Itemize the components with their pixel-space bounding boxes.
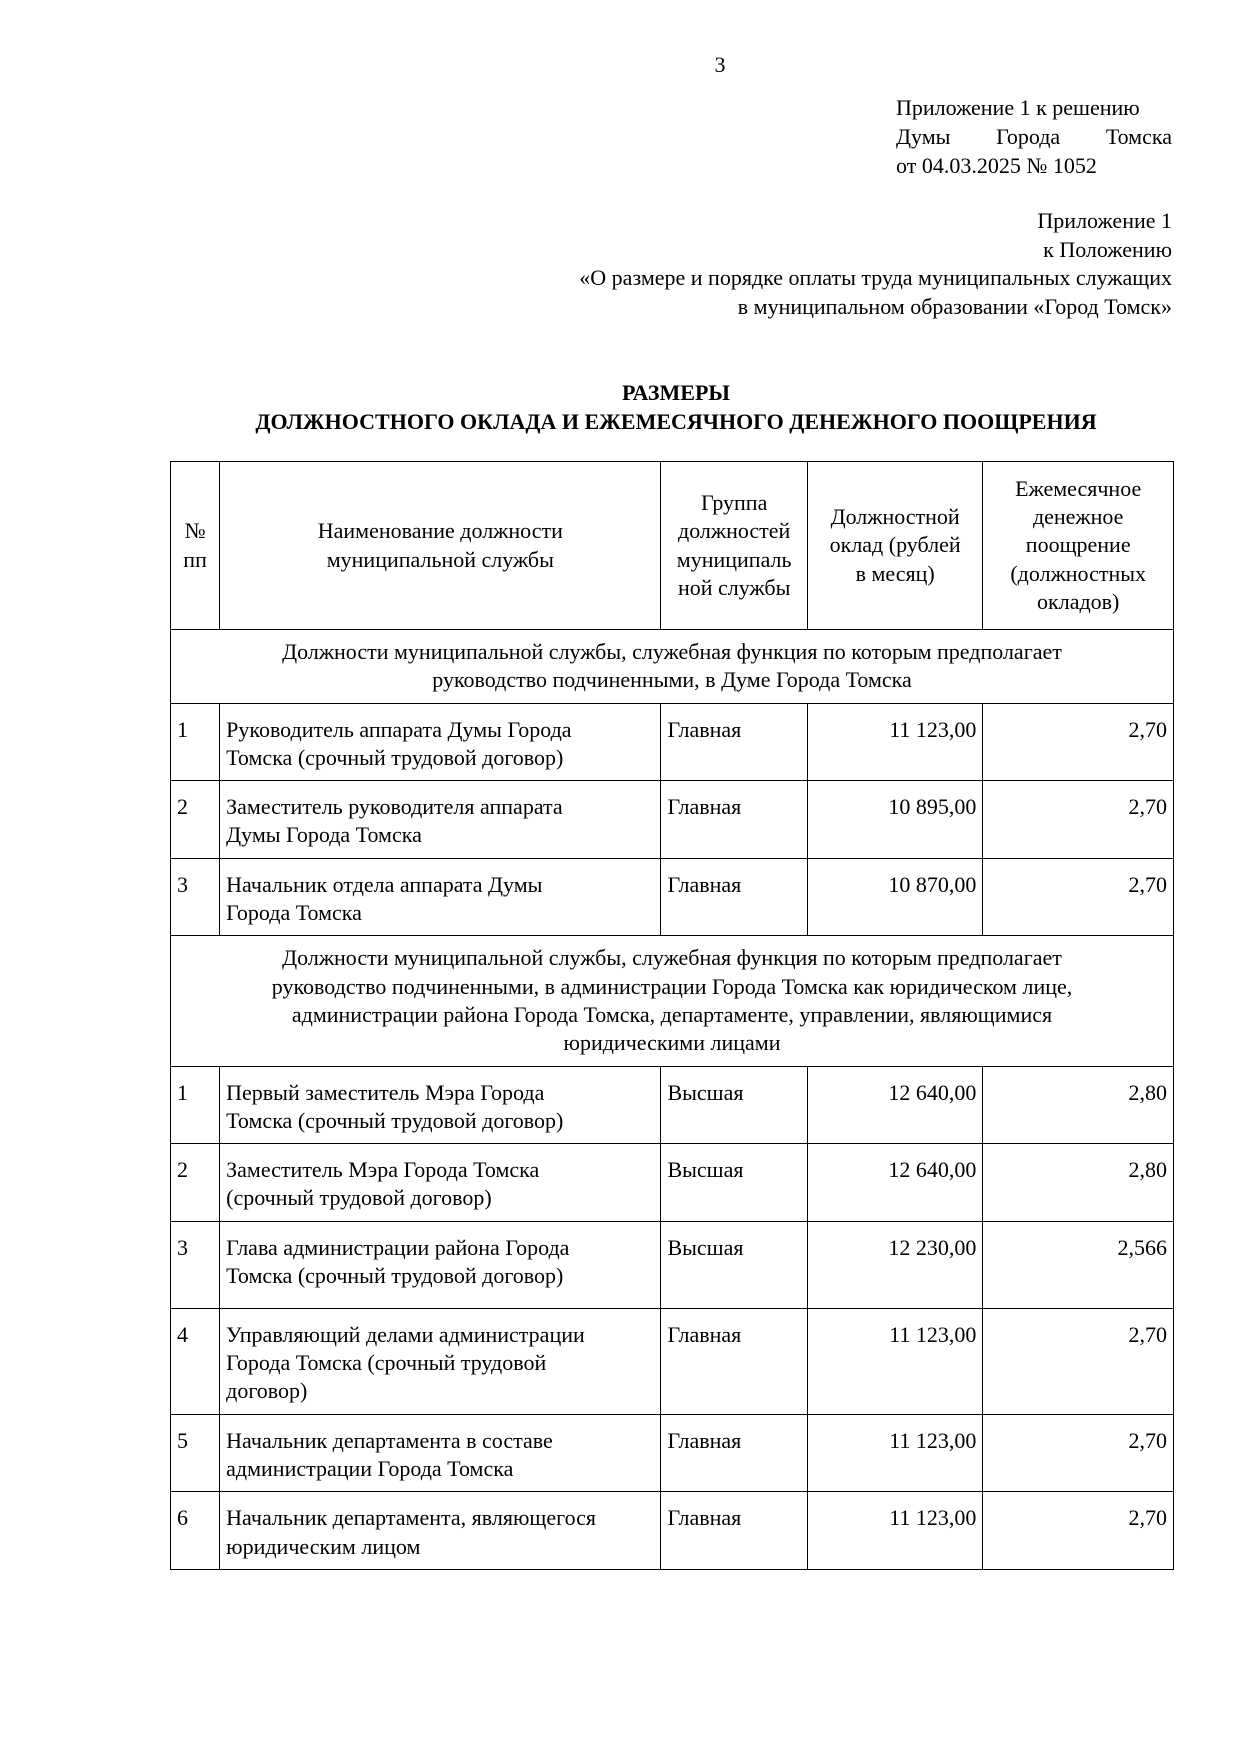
salary-value: 12 230,00 <box>807 1221 983 1308</box>
row-number: 3 <box>171 1221 220 1308</box>
position-group: Главная <box>661 1308 807 1414</box>
header-bonus <box>983 462 1174 630</box>
position-name-line: Томска (срочный трудовой договор) <box>226 1263 564 1289</box>
position-name-line: Думы Города Томска <box>226 822 422 848</box>
appendix-regulation-line2: к Положению <box>1043 236 1172 262</box>
bonus-value: 2,70 <box>983 1414 1174 1492</box>
salary-value: 12 640,00 <box>807 1066 983 1144</box>
position-name <box>220 781 661 859</box>
header-text-line: (должностных <box>1010 560 1147 586</box>
position-name-line: Города Томска (срочный трудовой <box>226 1350 547 1376</box>
salary-value: 11 123,00 <box>807 703 983 781</box>
header-num <box>171 462 220 630</box>
section-title-line: руководство подчиненными, в администрации Города Томска как юридическом лице, <box>271 973 1073 999</box>
position-name-line: Заместитель руководителя аппарата <box>226 794 563 820</box>
document-title-line1: РАЗМЕРЫ <box>621 380 731 405</box>
bonus-value: 2,70 <box>983 858 1174 936</box>
bonus-value: 2,80 <box>983 1066 1174 1144</box>
position-name <box>220 858 661 936</box>
row-number: 1 <box>171 703 220 781</box>
position-group: Главная <box>661 781 807 859</box>
position-name-line: Томска (срочный трудовой договор) <box>226 1107 564 1133</box>
bonus-value: 2,70 <box>983 781 1174 859</box>
document-title <box>0 378 1240 436</box>
section-title-line: администрации района Города Томска, департаменте, управлении, являющимися <box>291 1001 1053 1027</box>
position-name-line: Заместитель Мэра Города Томска <box>226 1157 540 1183</box>
appendix-regulation-line4: в муниципальном образовании «Город Томск» <box>737 293 1172 319</box>
position-name <box>220 1308 661 1414</box>
position-group: Главная <box>661 1492 807 1570</box>
position-name-line: Управляющий делами администрации <box>226 1321 585 1347</box>
appendix-decision-word: Думы <box>896 124 951 149</box>
section-title <box>171 936 1174 1066</box>
position-name <box>220 703 661 781</box>
salary-value: 12 640,00 <box>807 1144 983 1222</box>
header-text-line: окладов) <box>1037 588 1120 614</box>
position-group: Главная <box>661 703 807 781</box>
row-number: 5 <box>171 1414 220 1492</box>
position-group: Высшая <box>661 1066 807 1144</box>
bonus-value: 2,70 <box>983 1492 1174 1570</box>
header-text-line: должностей <box>678 518 791 544</box>
header-text-line: в месяц) <box>855 560 935 586</box>
page-number: 3 <box>714 52 726 77</box>
position-name-line: Томска (срочный трудовой договор) <box>226 744 564 770</box>
table-row <box>171 1414 1174 1492</box>
header-text-line: оклад (рублей <box>829 532 961 558</box>
salary-value: 11 123,00 <box>807 1414 983 1492</box>
table-row <box>171 703 1174 781</box>
header-text-line: денежное <box>1032 504 1124 530</box>
position-name <box>220 1066 661 1144</box>
salary-value: 10 870,00 <box>807 858 983 936</box>
header-group <box>661 462 807 630</box>
salary-value: 10 895,00 <box>807 781 983 859</box>
bonus-value: 2,70 <box>983 703 1174 781</box>
salary-table <box>170 461 1174 1570</box>
header-text-line: Наименование должности <box>317 518 563 544</box>
table-row <box>171 1492 1174 1570</box>
header-text-line: ной службы <box>677 574 791 600</box>
row-number: 4 <box>171 1308 220 1414</box>
document-title-line2: ДОЛЖНОСТНОГО ОКЛАДА И ЕЖЕМЕСЯЧНОГО ДЕНЕЖНОГО ПООЩРЕНИЯ <box>255 409 1097 434</box>
bonus-value: 2,80 <box>983 1144 1174 1222</box>
position-group: Главная <box>661 858 807 936</box>
row-number: 6 <box>171 1492 220 1570</box>
table-row <box>171 1066 1174 1144</box>
header-name <box>220 462 661 630</box>
position-group: Высшая <box>661 1144 807 1222</box>
header-text-line: Группа <box>700 489 768 515</box>
position-name-line: Первый заместитель Мэра Города <box>226 1079 545 1105</box>
position-name <box>220 1144 661 1222</box>
position-group: Главная <box>661 1414 807 1492</box>
position-name-line: Руководитель аппарата Думы Города <box>226 716 572 742</box>
table-row <box>171 1221 1174 1308</box>
position-name-line: Начальник департамента в составе <box>226 1427 553 1453</box>
bonus-value: 2,566 <box>983 1221 1174 1308</box>
header-text-line: пп <box>183 546 207 572</box>
position-name-line: Глава администрации района Города <box>226 1234 570 1260</box>
header-salary <box>807 462 983 630</box>
header-text-line: № <box>184 518 206 544</box>
table-row <box>171 1308 1174 1414</box>
position-name <box>220 1221 661 1308</box>
header-text-line: муниципальной службы <box>326 546 554 572</box>
header-text-line: муниципаль <box>676 546 792 572</box>
position-group: Высшая <box>661 1221 807 1308</box>
header-text-line: Должностной <box>830 504 960 530</box>
position-name-line: Начальник отдела аппарата Думы <box>226 871 543 897</box>
bonus-value: 2,70 <box>983 1308 1174 1414</box>
header-text-line: поощрение <box>1025 532 1131 558</box>
appendix-decision-block <box>896 93 1172 180</box>
position-name-line: (срочный трудовой договор) <box>226 1185 492 1211</box>
row-number: 1 <box>171 1066 220 1144</box>
salary-value: 11 123,00 <box>807 1492 983 1570</box>
position-name-line: договор) <box>226 1378 308 1404</box>
position-name-line: юридическим лицом <box>226 1533 421 1559</box>
section-title-line: Должности муниципальной службы, служебная функция по которым предполагает <box>282 639 1062 664</box>
section-header-row <box>171 936 1174 1066</box>
appendix-decision-line1: Приложение 1 к решению <box>896 95 1140 120</box>
appendix-regulation-line3: «О размере и порядке оплаты труда муниципальных служащих <box>579 265 1172 290</box>
table-row <box>171 858 1174 936</box>
appendix-regulation-block <box>472 207 1172 321</box>
appendix-regulation-line1: Приложение 1 <box>1037 208 1172 233</box>
table-header-row <box>171 462 1174 630</box>
section-title-line: руководство подчиненными, в Думе Города Томска <box>432 667 912 693</box>
appendix-decision-line3: от 04.03.2025 № 1052 <box>896 153 1097 178</box>
appendix-decision-word: Томска <box>1105 124 1172 149</box>
position-name-line: администрации Города Томска <box>226 1455 514 1481</box>
section-title-line: Должности муниципальной службы, служебная функция по которым предполагает <box>282 945 1062 971</box>
section-title-line: юридическими лицами <box>563 1030 781 1056</box>
header-text-line: Ежемесячное <box>1015 475 1142 501</box>
table-body <box>171 630 1174 1570</box>
section-header-row <box>171 630 1174 704</box>
row-number: 3 <box>171 858 220 936</box>
position-name-line: Города Томска <box>226 900 362 926</box>
appendix-decision-line2 <box>896 122 1172 151</box>
appendix-decision-word: Города <box>996 124 1061 149</box>
row-number: 2 <box>171 1144 220 1222</box>
position-name-line: Начальник департамента, являющегося <box>226 1505 597 1531</box>
position-name <box>220 1492 661 1570</box>
table-row <box>171 1144 1174 1222</box>
row-number: 2 <box>171 781 220 859</box>
section-title <box>171 630 1174 704</box>
salary-value: 11 123,00 <box>807 1308 983 1414</box>
table-row <box>171 781 1174 859</box>
position-name <box>220 1414 661 1492</box>
